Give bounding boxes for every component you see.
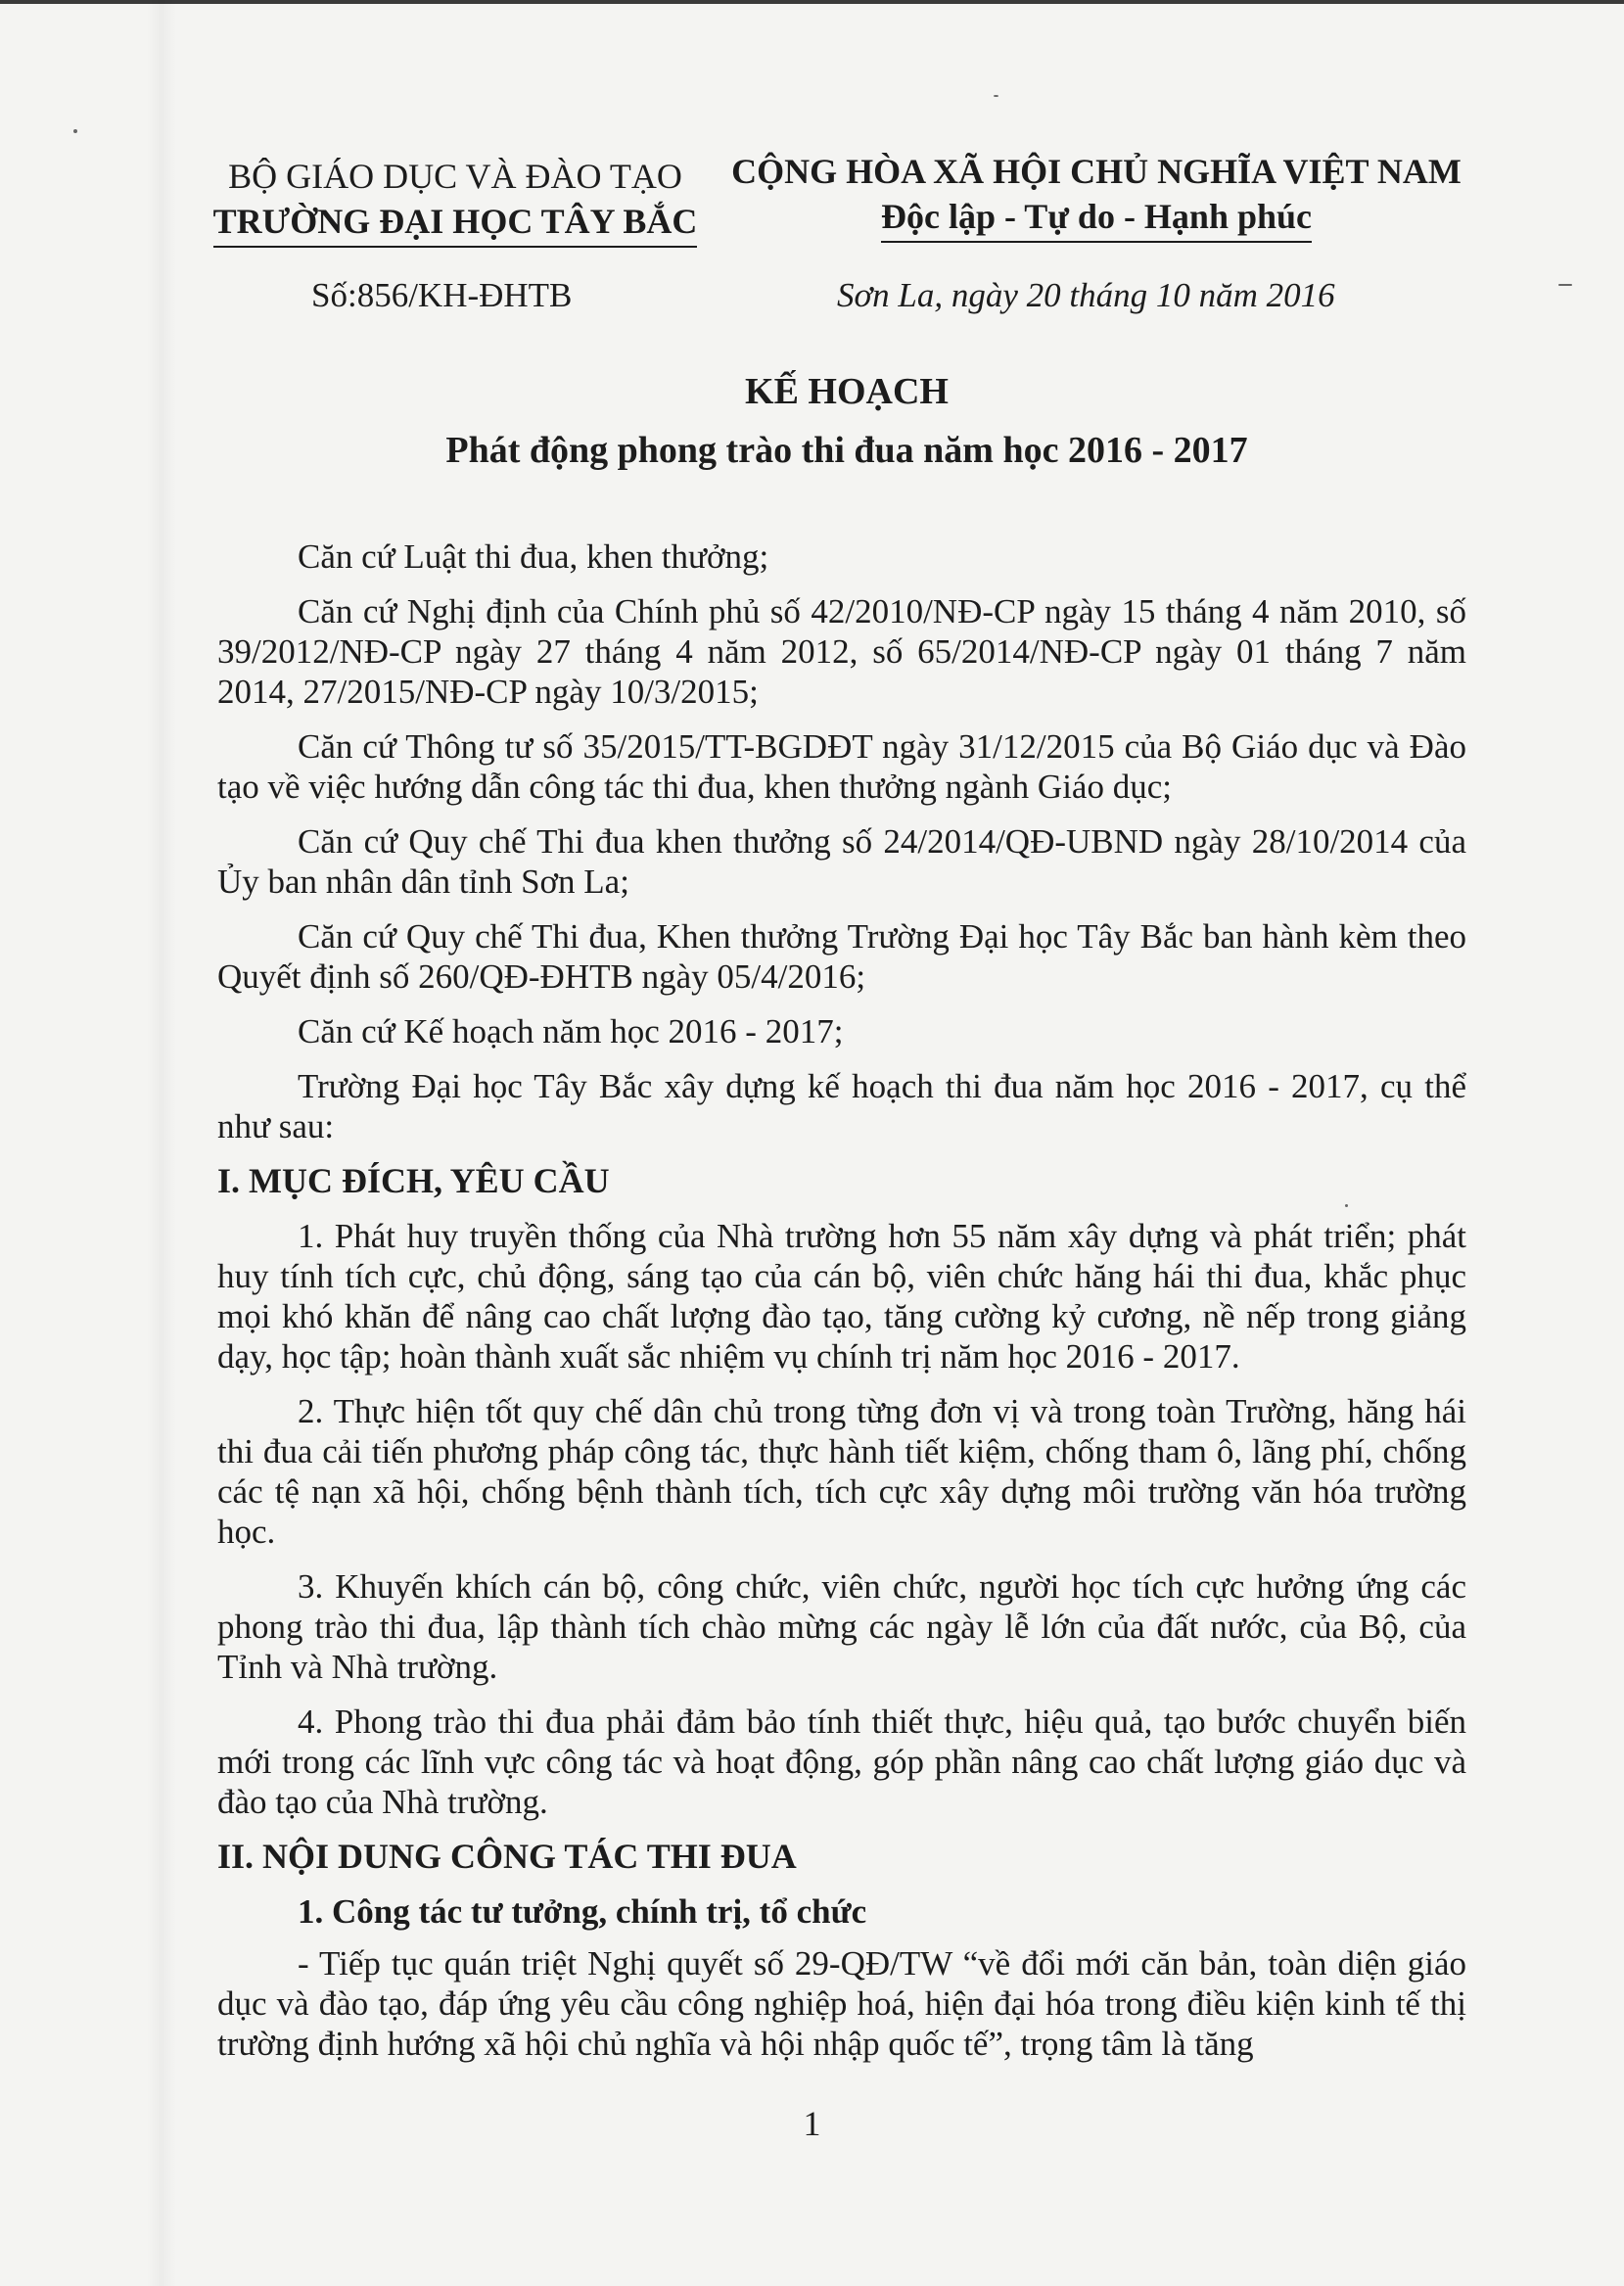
country-name: CỘNG HÒA XÃ HỘI CHỦ NGHĨA VIỆT NAM	[731, 152, 1462, 191]
section-heading-purpose: I. MỤC ĐÍCH, YÊU CẦU	[217, 1161, 610, 1200]
ministry-name: BỘ GIÁO DỤC VÀ ĐÀO TẠO	[228, 157, 682, 196]
scan-shadow	[147, 0, 176, 2286]
university-name: TRƯỜNG ĐẠI HỌC TÂY BẮC	[213, 199, 698, 248]
preamble-paragraph: Căn cứ Quy chế Thi đua, Khen thưởng Trường Đại học Tây Bắc ban hành kèm theo Quyết định số 260/QĐ-ĐHTB ngày 05/4/2016;	[217, 917, 1466, 996]
document-title	[196, 362, 1498, 480]
scan-top-edge	[0, 0, 1624, 4]
title-main: KẾ HOẠCH	[745, 371, 949, 412]
document-number: Số:856/KH-ĐHTB	[311, 276, 573, 314]
section-heading-content: II. NỘI DUNG CÔNG TÁC THI ĐUA	[217, 1837, 797, 1876]
scan-speck	[1558, 284, 1572, 286]
scan-speck	[994, 95, 998, 97]
national-header	[715, 149, 1478, 243]
preamble-paragraph: Căn cứ Luật thi đua, khen thưởng;	[298, 537, 769, 576]
section1-paragraph: 3. Khuyến khích cán bộ, công chức, viên chức, người học tích cực hưởng ứng các phong trào thi đua, lập thành tích chào mừng các ngày lễ lớn của đất nước, của Bộ, của Tỉnh và Nhà trường.	[217, 1567, 1466, 1686]
document-body	[217, 537, 1466, 2078]
preamble-paragraph: Căn cứ Quy chế Thi đua khen thưởng số 24/2014/QĐ-UBND ngày 28/10/2014 của Ủy ban nhân dân tỉnh Sơn La;	[217, 822, 1466, 901]
place-and-date: Sơn La, ngày 20 tháng 10 năm 2016	[837, 276, 1335, 314]
scan-speck	[73, 129, 77, 133]
preamble-paragraph: Trường Đại học Tây Bắc xây dựng kế hoạch thi đua năm học 2016 - 2017, cụ thể như sau:	[217, 1067, 1466, 1145]
national-motto: Độc lập - Tự do - Hạnh phúc	[881, 194, 1312, 243]
issuer-block	[196, 154, 715, 248]
section2-paragraph: - Tiếp tục quán triệt Nghị quyết số 29-QĐ/TW “về đổi mới căn bản, toàn diện giáo dục và đào tạo, đáp ứng yêu cầu công nghiệp hoá, hiện đại hóa trong điều kiện kinh tế thị trường định hướng xã hội chủ nghĩa và hội nhập quốc tế”, trọng tâm là tăng	[217, 1944, 1466, 2063]
scan-speck	[1345, 1204, 1348, 1207]
section1-paragraph: 1. Phát huy truyền thống của Nhà trường hơn 55 năm xây dựng và phát triển; phát huy tính tích cực, chủ động, sáng tạo của cán bộ, viên chức hăng hái thi đua, khắc phục mọi khó khăn để nâng cao chất lượng đào tạo, tăng cường kỷ cương, nề nếp trong giảng dạy, học tập; hoàn thành xuất sắc nhiệm vụ chính trị năm học 2016 - 2017.	[217, 1217, 1466, 1376]
page-number: 1	[803, 2104, 821, 2143]
subsection-heading: 1. Công tác tư tưởng, chính trị, tổ chức	[298, 1892, 867, 1931]
preamble-paragraph: Căn cứ Kế hoạch năm học 2016 - 2017;	[298, 1012, 844, 1050]
title-sub: Phát động phong trào thi đua năm học 2016 - 2017	[445, 430, 1248, 471]
preamble-paragraph: Căn cứ Thông tư số 35/2015/TT-BGDĐT ngày 31/12/2015 của Bộ Giáo dục và Đào tạo về việc hướng dẫn công tác thi đua, khen thưởng ngành Giáo dục;	[217, 727, 1466, 806]
section1-paragraph: 2. Thực hiện tốt quy chế dân chủ trong từng đơn vị và trong toàn Trường, hăng hái thi đua cải tiến phương pháp công tác, thực hành tiết kiệm, chống tham ô, lãng phí, chống các tệ nạn xã hội, chống bệnh thành tích, tích cực xây dựng môi trường văn hóa trường học.	[217, 1392, 1466, 1551]
preamble-paragraph: Căn cứ Nghị định của Chính phủ số 42/2010/NĐ-CP ngày 15 tháng 4 năm 2010, số 39/2012/NĐ-CP ngày 27 tháng 4 năm 2012, số 65/2014/NĐ-CP ngày 01 tháng 7 năm 2014, 27/2015/NĐ-CP ngày 10/3/2015;	[217, 592, 1466, 711]
section1-paragraph: 4. Phong trào thi đua phải đảm bảo tính thiết thực, hiệu quả, tạo bước chuyển biến mới trong các lĩnh vực công tác và hoạt động, góp phần nâng cao chất lượng giáo dục và đào tạo của Nhà trường.	[217, 1703, 1466, 1821]
